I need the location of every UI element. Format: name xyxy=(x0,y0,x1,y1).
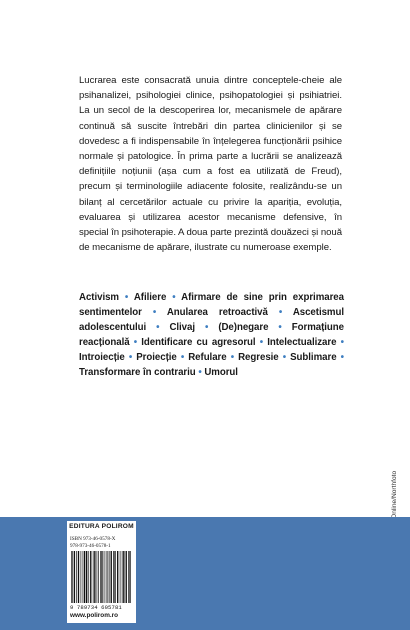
barcode-bar xyxy=(111,551,112,603)
barcode-bar xyxy=(86,551,87,603)
barcode-bar xyxy=(84,551,85,603)
keyword: Identificare cu agresorul xyxy=(141,337,256,348)
keyword-separator: • xyxy=(278,307,283,318)
barcode-bar xyxy=(93,551,94,603)
barcode-bar xyxy=(107,551,108,603)
barcode-bar xyxy=(100,551,101,603)
keyword-separator: • xyxy=(172,292,176,303)
keyword-separator: • xyxy=(133,337,138,348)
barcode-bar xyxy=(83,551,84,603)
barcode-bar xyxy=(123,551,124,603)
keyword: Refulare xyxy=(188,352,227,363)
keyword: Ascetismul adolescentului xyxy=(79,307,344,333)
keyword-separator: • xyxy=(180,352,185,363)
keyword-separator: • xyxy=(128,352,133,363)
barcode-bar xyxy=(102,551,103,603)
keyword: Umorul xyxy=(204,367,238,378)
keyword-separator: • xyxy=(204,322,209,333)
barcode-bar xyxy=(94,551,95,603)
barcode-bar xyxy=(76,551,77,603)
keyword-separator: • xyxy=(282,352,287,363)
keyword-separator: • xyxy=(152,307,157,318)
barcode-bar xyxy=(90,551,91,603)
barcode-bar xyxy=(88,551,89,603)
isbn-10: ISBN 973-46-0578-X xyxy=(70,536,116,542)
barcode-bar xyxy=(72,551,73,603)
barcode-bar xyxy=(120,551,121,603)
barcode-bar xyxy=(104,551,105,603)
keyword: (De)negare xyxy=(218,322,269,333)
barcode-bar xyxy=(78,551,79,603)
barcode-bar xyxy=(128,551,129,603)
publisher-box xyxy=(67,521,136,623)
keyword-separator: • xyxy=(259,337,264,348)
keyword-separator: • xyxy=(340,352,344,363)
keyword: Clivaj xyxy=(169,322,195,333)
footer-band xyxy=(0,517,410,630)
keyword: Proiecție xyxy=(136,352,177,363)
isbn-barcode xyxy=(70,551,132,603)
keyword: Anularea retroactivă xyxy=(166,307,268,318)
barcode-bar xyxy=(129,551,130,603)
keyword: Formațiune reacțională xyxy=(79,322,344,348)
keyword: Afirmare de sine prin exprimarea sentimentelor xyxy=(79,292,344,318)
barcode-bar xyxy=(117,551,118,603)
keyword: Activism xyxy=(79,292,119,303)
barcode-bar xyxy=(97,551,98,603)
barcode-bar xyxy=(109,551,110,603)
barcode-bar xyxy=(81,551,82,603)
barcode-bar xyxy=(126,551,127,603)
publisher-website[interactable]: www.polirom.ro xyxy=(70,612,119,619)
keyword: Intelectualizare xyxy=(267,337,337,348)
keyword-list xyxy=(79,290,344,380)
barcode-bar xyxy=(74,551,75,603)
barcode-digits: 9 789734 605781 xyxy=(70,604,122,611)
book-description: Lucrarea este consacrată unuia dintre conceptele-cheie ale psihanalizei, psihologiei clinice, psihopatologiei și psihiatriei. La un secol de la descoperirea lor, mecanismele de apărare continuă să suscite întrebări din partea clinicienilor și se dovedesc a fi indispensabile în înțelegerea funcționării psihice normale și patologice. În prima parte a lucrării se analizează definițiile noțiunii (așa cum a fost ea utilizată de Freud), precum și terminologiile adiacente folosite, realizându-se un bilanț al cercetărilor actuale cu privire la apariția, evoluția, evaluarea și utilizarea acestor mecanisme defensive, în special în psihoterapie. A doua parte prezintă douăzeci și nouă de mecanisme de apărare, ilustrate cu numeroase exemple. xyxy=(79,75,342,254)
keyword: Introiecție xyxy=(79,352,125,363)
barcode-bar xyxy=(106,551,107,603)
barcode-bar xyxy=(122,551,123,603)
keyword-separator: • xyxy=(340,337,344,348)
keyword-separator: • xyxy=(198,367,202,378)
publisher-name: EDITURA POLIROM xyxy=(69,523,134,530)
keyword: Sublimare xyxy=(290,352,337,363)
barcode-bar xyxy=(115,551,116,603)
keyword-separator: • xyxy=(156,322,160,333)
isbn-13: 978-973-46-0578-1 xyxy=(70,543,111,549)
keyword-separator: • xyxy=(124,292,129,303)
barcode-bar xyxy=(98,551,99,603)
barcode-bar xyxy=(71,551,72,603)
keyword: Transformare în contrariu xyxy=(79,367,196,378)
barcode-bar xyxy=(130,551,131,603)
keyword: Afiliere xyxy=(133,292,167,303)
barcode-bar xyxy=(113,551,114,603)
keyword-separator: • xyxy=(230,352,235,363)
keyword-separator: • xyxy=(278,322,282,333)
keyword: Regresie xyxy=(238,352,279,363)
